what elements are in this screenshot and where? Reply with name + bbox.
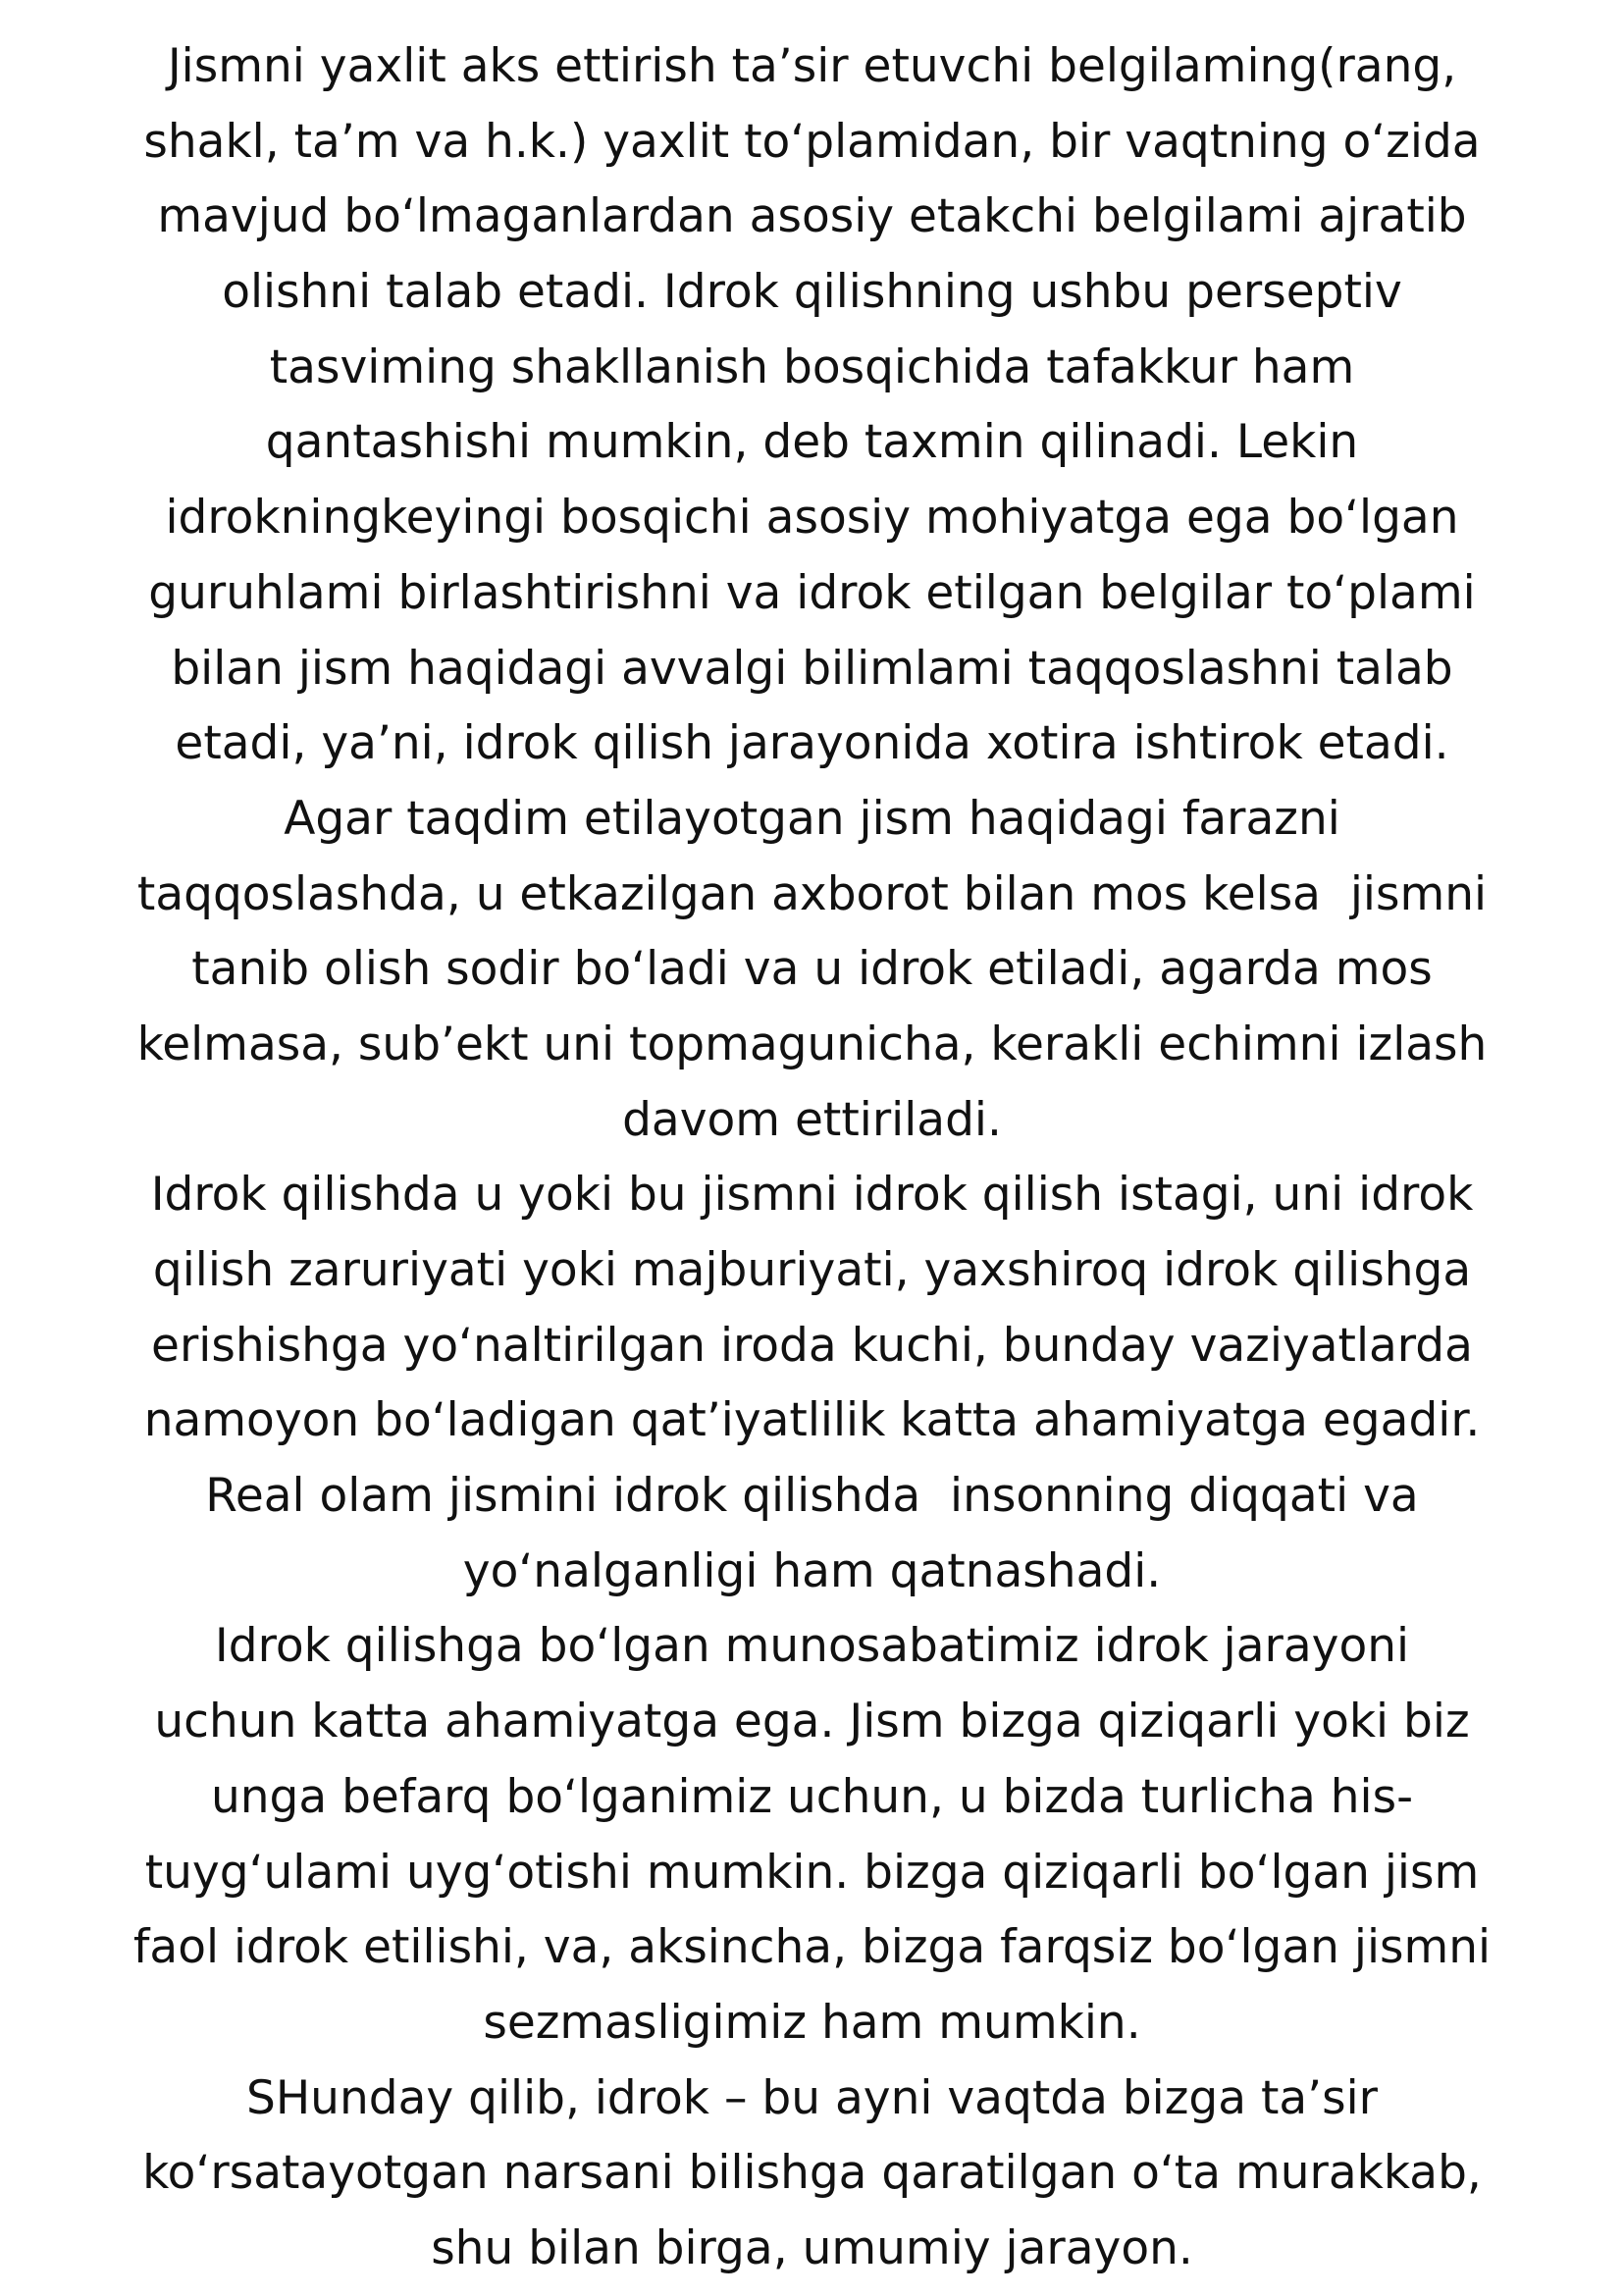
text-line: yo‘nalganligi ham qatnashadi. — [462, 1543, 1162, 1598]
text-line: unga befarq bo‘lganimiz uchun, u bizda turlicha his- — [210, 1769, 1414, 1824]
text-line: davom ettiriladi. — [622, 1092, 1002, 1147]
text-line: qantashishi mumkin, deb taxmin qilinadi. Lekin — [265, 415, 1359, 470]
text-line: guruhlami birlashtirishni va idrok etilgan belgilar to‘plami — [148, 565, 1476, 620]
text-line: shakl, ta’m va h.k.) yaxlit to‘plamidan, bir vaqtning o‘zida — [143, 114, 1481, 169]
text-line: Jismni yaxlit aks ettirish ta’sir etuvchi belgilaming(rang, — [167, 39, 1457, 93]
text-line: Idrok qilishda u yoki bu jismni idrok qilish istagi, uni idrok — [150, 1168, 1474, 1223]
text-line: tuyg‘ulami uyg‘otishi mumkin. bizga qiziqarli bo‘lgan jism — [144, 1845, 1480, 1900]
text-line: mavjud bo‘lmaganlardan asosiy etakchi belgilami ajratib — [157, 189, 1467, 244]
text-line: etadi, ya’ni, idrok qilish jarayonida xotira ishtirok etadi. — [175, 716, 1449, 771]
text-line: idrokningkeyingi bosqichi asosiy mohiyatga ega bo‘lgan — [165, 491, 1459, 546]
text-line: namoyon bo‘ladigan qat’iyatlilik katta ahamiyatga egadir. — [143, 1393, 1481, 1448]
body-text — [59, 29, 1565, 2287]
text-line: SHunday qilib, idrok – bu ayni vaqtda bizga ta’sir — [246, 2070, 1378, 2125]
text-line: kelmasa, sub’ekt uni topmagunicha, kerakli echimni izlash — [136, 1017, 1488, 1071]
text-line: ko‘rsatayotgan narsani bilishga qaratilgan o‘ta murakkab, — [142, 2146, 1482, 2201]
text-line: faol idrok etilishi, va, aksincha, bizga farqsiz bo‘lgan jismni — [132, 1920, 1492, 1975]
text-line: shu bilan birga, umumiy jarayon. — [431, 2220, 1193, 2275]
text-line: taqqoslashda, u etkazilgan axborot bilan mos kelsa jismni — [136, 866, 1488, 921]
text-line: tanib olish sodir bo‘ladi va u idrok etiladi, agarda mos — [191, 942, 1433, 997]
text-line: Agar taqdim etilayotgan jism haqidagi farazni — [284, 791, 1340, 846]
text-line: Real olam jismini idrok qilishda insonning diqqati va — [205, 1469, 1419, 1524]
text-line: Idrok qilishga bo‘lgan munosabatimiz idrok jarayoni — [214, 1619, 1410, 1674]
text-line: sezmasligimiz ham mumkin. — [483, 1995, 1141, 2050]
text-line: uchun katta ahamiyatga ega. Jism bizga qiziqarli yoki biz — [154, 1695, 1470, 1749]
text-line: qilish zaruriyati yoki majburiyati, yaxshiroq idrok qilishga — [152, 1243, 1472, 1297]
text-line: olishni talab etadi. Idrok qilishning ushbu perseptiv — [222, 265, 1402, 320]
text-line: erishishga yo‘naltirilgan iroda kuchi, bunday vaziyatlarda — [151, 1318, 1473, 1373]
text-line: bilan jism haqidagi avvalgi bilimlami taqqoslashni talab — [171, 641, 1453, 696]
text-line: tasviming shakllanish bosqichida tafakkur ham — [269, 339, 1355, 394]
